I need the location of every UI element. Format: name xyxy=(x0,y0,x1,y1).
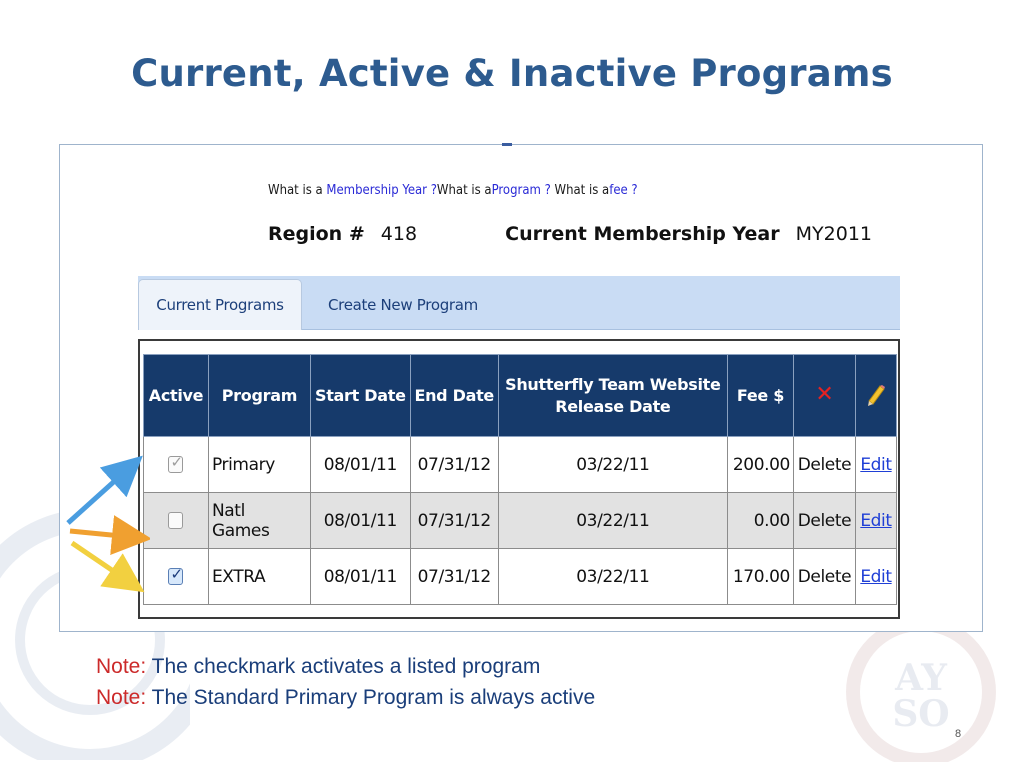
edit-link[interactable]: Edit xyxy=(860,454,892,475)
ayso-seal-watermark xyxy=(836,622,1006,762)
delete-button[interactable]: Delete xyxy=(797,510,852,531)
header-fee: Fee $ xyxy=(728,355,794,437)
screenshot-frame xyxy=(59,144,983,632)
help-links xyxy=(268,183,638,198)
membership-year-help-link[interactable]: Membership Year ? xyxy=(326,183,437,198)
active-cell xyxy=(144,437,209,493)
table-row xyxy=(144,437,897,493)
delete-cell xyxy=(793,437,855,493)
region-value: 418 xyxy=(380,223,418,245)
start-date-cell: 08/01/11 xyxy=(310,437,410,493)
note-text: The checkmark activates a listed program xyxy=(146,655,541,678)
release-date-cell: 03/22/11 xyxy=(498,493,727,549)
programs-table xyxy=(143,354,897,605)
note-text: The Standard Primary Program is always active xyxy=(146,686,596,709)
release-date-cell: 03/22/11 xyxy=(498,437,727,493)
start-date-cell: 08/01/11 xyxy=(310,493,410,549)
delete-x-icon: ✕ xyxy=(815,382,834,407)
delete-button[interactable]: Delete xyxy=(797,566,852,587)
fee-cell: 170.00 xyxy=(728,549,794,605)
note-label: Note: xyxy=(96,655,147,678)
header-program: Program xyxy=(208,355,310,437)
tab-current-programs[interactable]: Current Programs xyxy=(138,279,302,330)
note-primary-always-active xyxy=(96,686,595,710)
start-date-cell: 08/01/11 xyxy=(310,549,410,605)
edit-link[interactable]: Edit xyxy=(860,566,892,587)
natl-games-active-checkbox[interactable] xyxy=(168,512,183,529)
edit-cell xyxy=(855,437,896,493)
edit-cell xyxy=(855,493,896,549)
membership-year-value: MY2011 xyxy=(795,223,872,245)
end-date-cell: 07/31/12 xyxy=(410,437,498,493)
table-row xyxy=(144,549,897,605)
fee-cell: 200.00 xyxy=(728,437,794,493)
program-tabs xyxy=(138,276,900,330)
membership-year-label: Current Membership Year xyxy=(505,223,780,245)
table-header-row xyxy=(144,355,897,437)
extra-active-checkbox[interactable] xyxy=(168,568,183,585)
table-row xyxy=(144,493,897,549)
program-cell: Primary xyxy=(208,437,310,493)
delete-button[interactable]: Delete xyxy=(797,454,852,475)
svg-text:SO: SO xyxy=(892,693,950,735)
header-start-date: Start Date xyxy=(310,355,410,437)
active-cell xyxy=(144,549,209,605)
pointer-arrows xyxy=(60,455,150,600)
tab-create-new-program[interactable]: Create New Program xyxy=(328,295,478,314)
program-cell: EXTRA xyxy=(208,549,310,605)
fee-cell: 0.00 xyxy=(728,493,794,549)
header-release-line2: Release Date xyxy=(555,396,671,416)
orange-arrow xyxy=(70,531,132,537)
yellow-arrow xyxy=(72,543,128,581)
blue-arrow xyxy=(68,469,128,523)
primary-active-checkbox xyxy=(168,456,183,473)
slide-title: Current, Active & Inactive Programs xyxy=(131,52,893,95)
cropped-marker xyxy=(502,143,512,146)
help-prefix-3: What is a xyxy=(550,183,610,198)
release-date-cell: 03/22/11 xyxy=(498,549,727,605)
fee-help-link[interactable]: fee ? xyxy=(609,183,638,198)
edit-link[interactable]: Edit xyxy=(860,510,892,531)
pencil-icon xyxy=(866,384,886,408)
page-number: 8 xyxy=(955,728,962,740)
header-edit xyxy=(855,355,896,437)
programs-grid xyxy=(138,339,900,619)
header-end-date: End Date xyxy=(410,355,498,437)
region-label: Region # xyxy=(268,223,365,245)
end-date-cell: 07/31/12 xyxy=(410,549,498,605)
note-checkmark xyxy=(96,655,540,679)
header-release-line1: Shutterfly Team Website xyxy=(505,374,721,394)
end-date-cell: 07/31/12 xyxy=(410,493,498,549)
svg-text:AY: AY xyxy=(895,657,947,699)
delete-cell xyxy=(793,493,855,549)
edit-cell xyxy=(855,549,896,605)
help-prefix-2: What is a xyxy=(436,183,492,198)
note-label: Note: xyxy=(96,686,147,709)
active-cell xyxy=(144,493,209,549)
header-release-date xyxy=(498,355,727,437)
help-prefix-1: What is a xyxy=(268,183,327,198)
program-help-link[interactable]: Program ? xyxy=(491,183,551,198)
program-cell: Natl Games xyxy=(208,493,310,549)
header-delete xyxy=(793,355,855,437)
header-active: Active xyxy=(144,355,209,437)
region-info xyxy=(268,223,872,245)
delete-cell xyxy=(793,549,855,605)
